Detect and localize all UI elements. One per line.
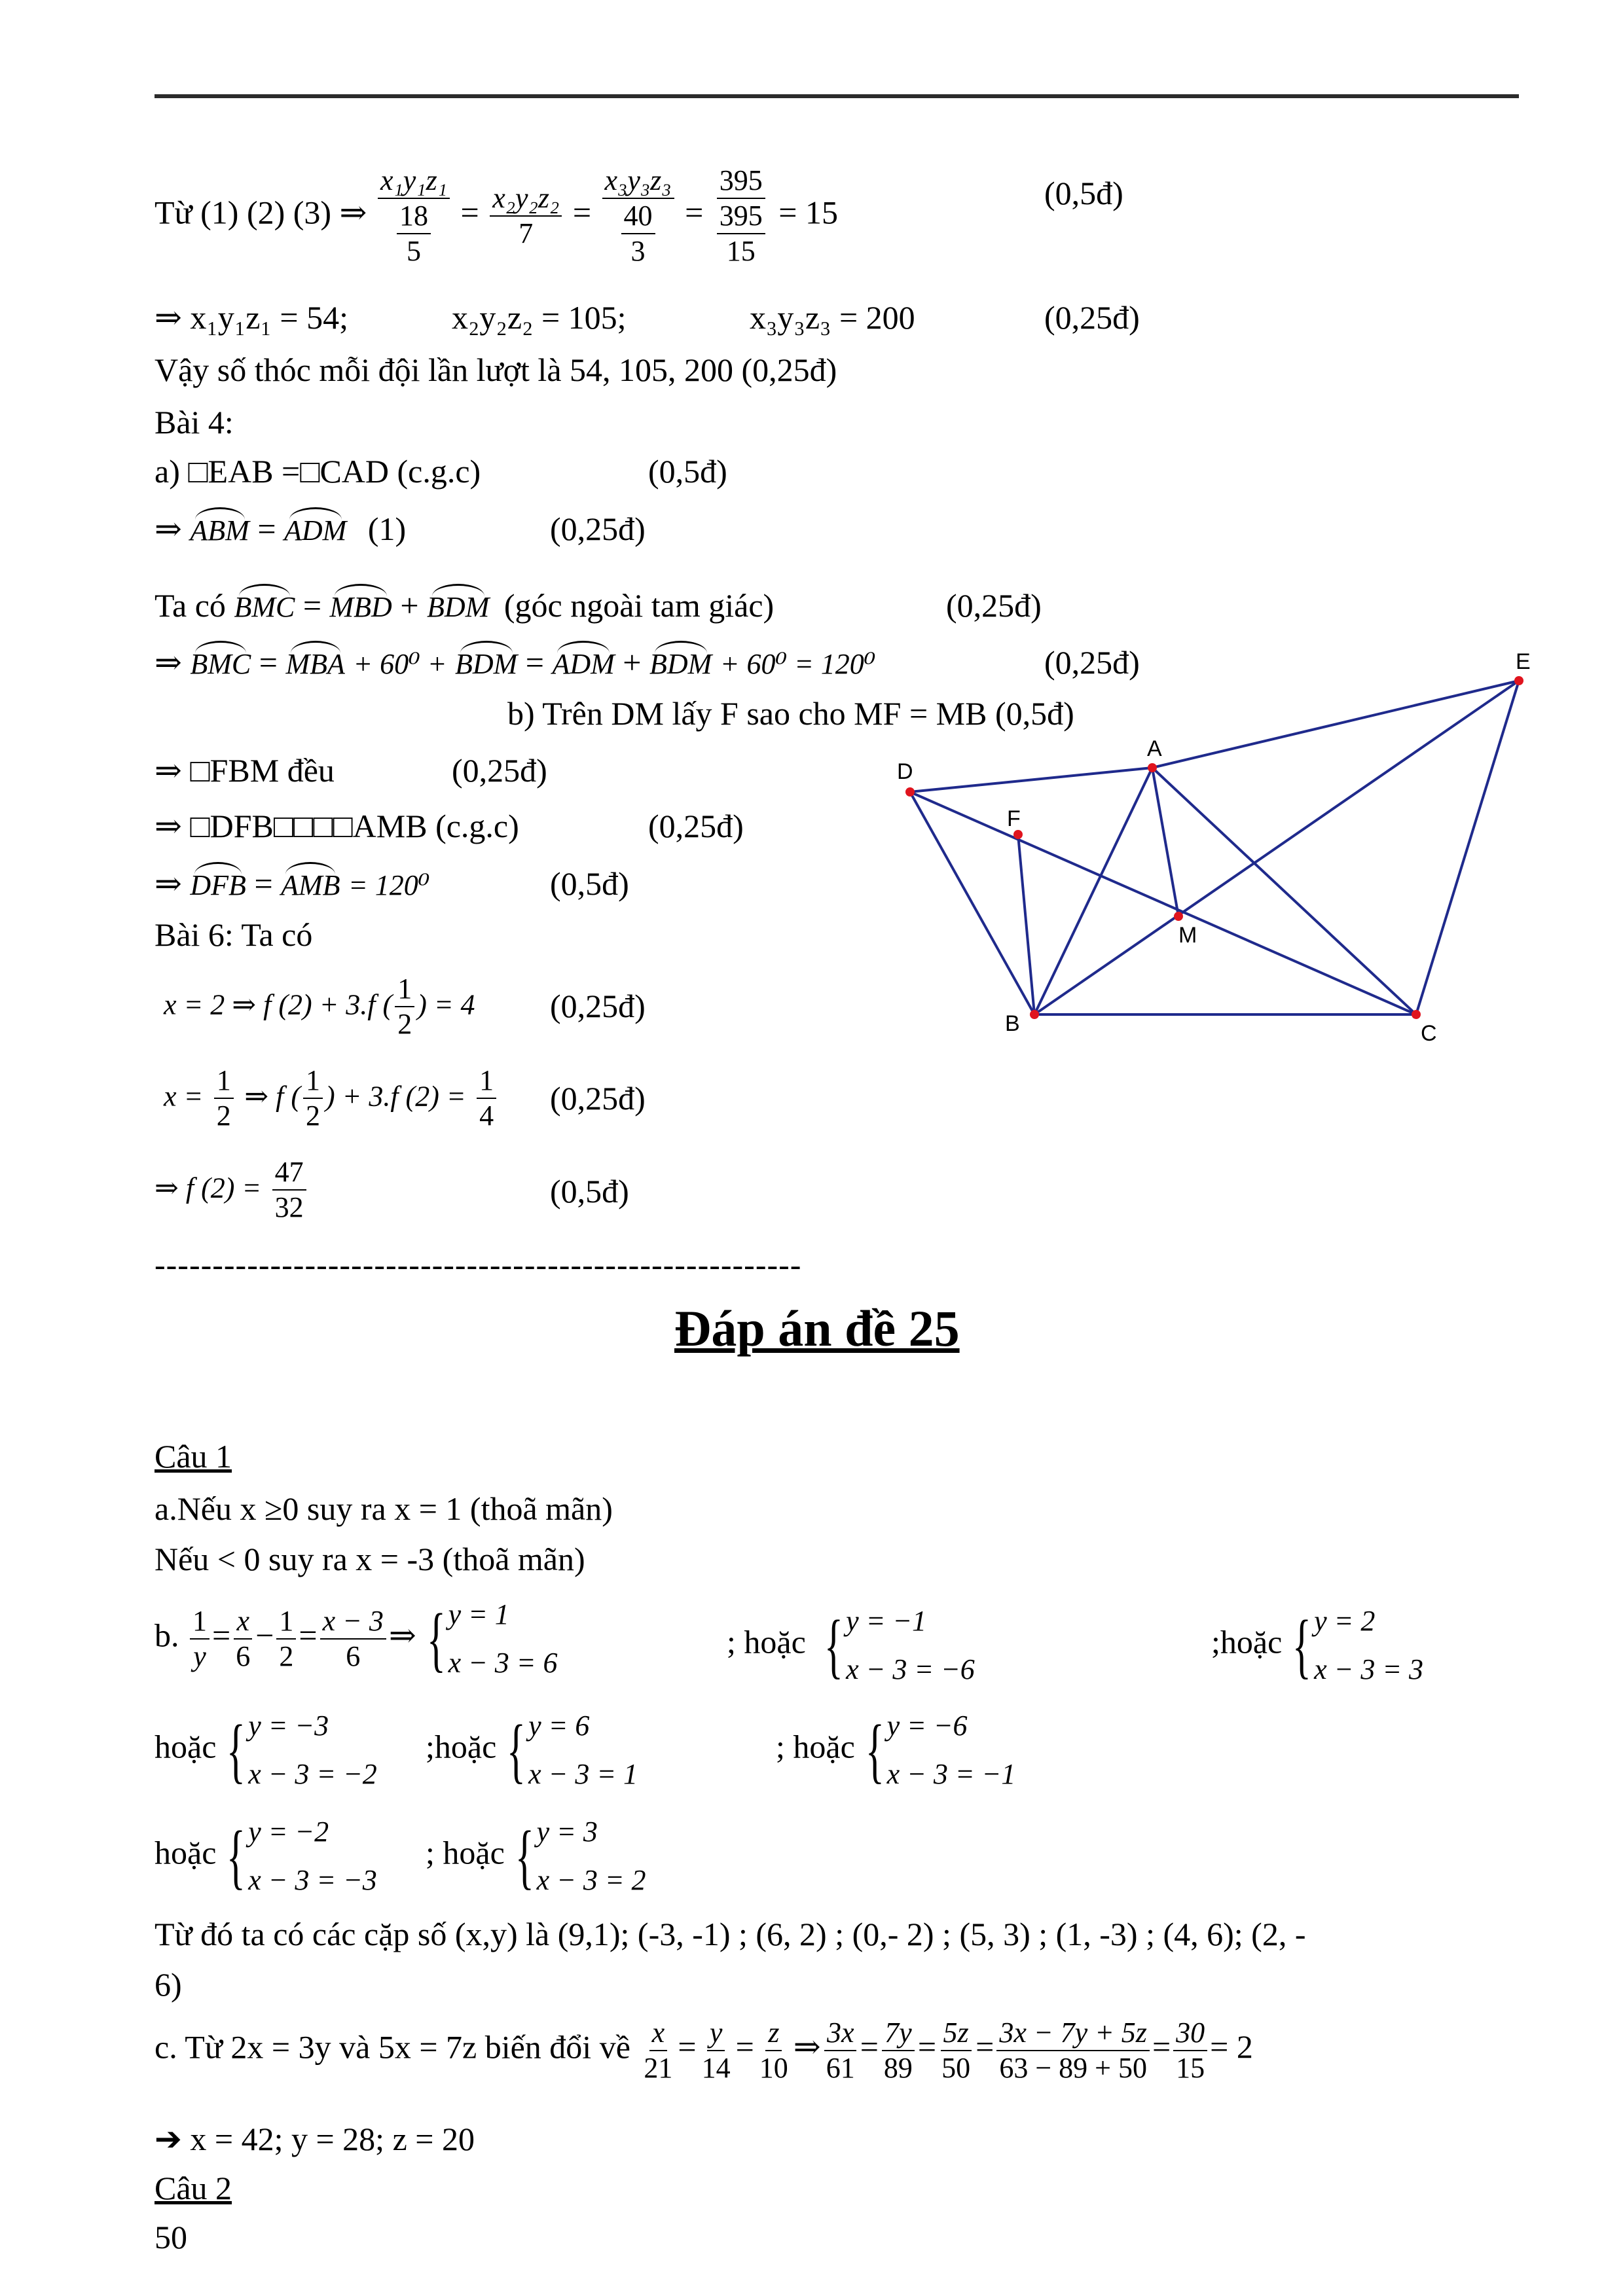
c-fraction-a-0: $\frac{x}{21}$ [644,2017,673,2084]
label-B: B [1005,1011,1020,1036]
pairs-line-1: Từ đó ta có các cặp số (x,y) là (9,1); (-3, -1) ; (6, 2) ; (0,- 2) ; (5, 3) ; (1, -3) ; (4, 6); (2, - [155,1916,1306,1952]
congruence-line: ⇒ □DFB□□□□AMB (c.g.c) [155,808,519,844]
c-fraction-b-3: $\frac{3x - 7y + 5z}{63 - 89 + 50}$ [996,2016,1150,2085]
cau1-b-case3: ;hoặc { y = 2 x − 3 = 3 [1211,1597,1426,1669]
score: (0,5đ) [550,865,629,902]
label-M: M [1178,923,1197,948]
system-5: { y = 6 x − 3 = 1 [507,1710,638,1790]
system-3: { y = 2 x − 3 = 3 [1292,1605,1424,1685]
score: (0,5đ) [1044,175,1123,211]
cau1-b-case5: ;hoặc { y = 6 x − 3 = 1 [426,1702,640,1774]
page-title: Đáp án đề 25 [674,1300,960,1357]
cau2-heading: Câu 2 [155,2170,232,2206]
system-7: { y = −2 x − 3 = −3 [227,1816,377,1896]
c-fraction-a-2: $\frac{z}{10}$ [759,2017,788,2084]
c-fraction-b-0: $\frac{3x}{61}$ [824,2016,858,2085]
equilateral-line: ⇒ □FBM đều [155,752,335,789]
c-fractions: $\frac{x}{21}$ = $\frac{y}{14}$ = $\frac{z}{10}$ ⇒ $\frac{3x}{61}$ = $\frac{7y}{89}$ = $\frac{5z}{50}$ = $\frac{3x - 7y + 5z}{63 - 89 + 50}$ = $\frac{30}{15}$ = 2 [638,2028,1252,2065]
c-fraction-b-1: $\frac{7y}{89}$ [881,2016,915,2085]
label-A: A [1147,736,1162,761]
cau1-b-case2: ; hoặc { y = −1 x − 3 = −6 [727,1597,977,1669]
page-number: 50 [155,2219,187,2255]
angle-dfb-line: ⇒ DFB = AMB = 120⁰ [155,864,429,905]
point-A [1148,763,1157,772]
product-2: x₂y₂z₂ = 105; [452,299,627,336]
problem-6-heading: Bài 6: Ta có [155,916,313,953]
angle-equality-line: ⇒ ABM = ADM (1) [155,509,406,550]
f2-result: ⇒ f (2) = $\frac{47}{32}$ [155,1155,309,1225]
separator-dashes: -------------------------------------------------------- [155,1246,802,1283]
product-3: x₃y₃z₃ = 200 [750,299,915,336]
fhalf-equation: x = $\frac{1}{2}$ ⇒ f ( $\frac{1}{2}$ ) + 3.f (2) = $\frac{1}{4}$ [164,1064,499,1133]
score: (0,5đ) [648,453,727,490]
label-D: D [897,759,913,784]
system-1: { y = 1 x − 3 = 6 [426,1598,558,1679]
score: (0,25đ) [1044,299,1140,336]
label-F: F [1007,806,1021,831]
problem-4-heading: Bài 4: [155,404,234,440]
score: (0,25đ) [1044,644,1140,681]
point-D [905,787,915,797]
point-C [1412,1010,1421,1019]
text-prefix: Từ (1) (2) (3) ⇒ [155,194,367,231]
angle-sum-line: ⇒ BMC = MBA + 60⁰ + BDM = ADM + BDM + 60⁰ = 120⁰ [155,643,875,684]
score: (0,25đ) [550,511,646,547]
segment-AC [1152,768,1416,1014]
cau1-c-equation: c. Từ 2x = 3y và 5x = 7z biến đổi về $\frac{x}{21}$ = $\frac{y}{14}$ = $\frac{z}{10}$ ⇒ $\frac{3x}{61}$ = $\frac{7y}{89}$ = $\frac{5z}{50}$ = $\frac{3x - 7y + 5z}{63 - 89 + 50}$ = $\frac{30}{15}$ = 2 [155,2017,1253,2084]
cau1-b-case7: hoặc { y = −2 x − 3 = −3 [155,1808,380,1880]
score: (0,25đ) [648,808,744,844]
segment-BE [1034,681,1519,1014]
segment-AE [1152,681,1519,768]
system-6: { y = −6 x − 3 = −1 [865,1710,1016,1790]
cau1-result: ➔ x = 42; y = 28; z = 20 [155,2121,475,2157]
geometry-figure [851,641,1539,1067]
score: (0,25đ) [946,587,1042,624]
part-a-line: a) □EAB =□CAD (c.g.c) [155,453,481,490]
point-M [1174,912,1183,921]
label-C: C [1421,1021,1437,1046]
point-E [1514,676,1523,685]
c-fraction-b-4: $\frac{30}{15}$ [1173,2016,1207,2085]
line-products: ⇒ x₁y₁z₁ = 54; [155,299,348,336]
f2-equation: x = 2 ⇒ f (2) + 3.f ( $\frac{1}{2}$ ) = 4 [164,973,475,1040]
point-B [1030,1010,1039,1019]
point-F [1013,830,1023,839]
label-E: E [1516,649,1531,674]
cau1-b-equation: b. $\frac{1}{y}$ = $\frac{x}{6}$ − $\frac{1}{2}$ = $\frac{x - 3}{6}$ ⇒ { y = 1 x − 3 = 6 [155,1590,560,1662]
system-2: { y = −1 x − 3 = −6 [824,1605,975,1685]
line-ratio-chain: Từ (1) (2) (3) ⇒ $\frac{\text{x₁y₁z₁}}{\frac{18}{5}}$ = $\frac{\text{x₂y₂z₂}}{7}$ = $\frac{\text{x₃y₃z₃}}{\frac{40}{3}}$ = $\frac{395}{\frac{395}{15}}$ = 15 [155,164,838,267]
score: (0,25đ) [550,988,646,1024]
cau1-b-case6: ; hoặc { y = −6 x − 3 = −1 [776,1702,1018,1774]
system-4: { y = −3 x − 3 = −2 [227,1710,377,1790]
score: (0,5đ) [550,1173,629,1210]
system-8: { y = 3 x − 3 = 2 [515,1816,646,1896]
pairs-line-2: 6) [155,1966,182,2003]
part-b-line: b) Trên DM lấy F sao cho MF = MB (0,5đ) [507,695,1074,732]
c-fraction-b-2: $\frac{5z}{50}$ [941,2017,971,2084]
exterior-angle-line: Ta có BMC = MBD + BDM (góc ngoài tam giác) [155,586,774,627]
header-rule [155,94,1519,98]
conclusion-line: Vậy số thóc mỗi đội lần lượt là 54, 105, 200 (0,25đ) [155,351,837,388]
score: (0,25đ) [452,752,547,789]
cau1-b-case8: ; hoặc { y = 3 x − 3 = 2 [426,1808,649,1880]
score: (0,25đ) [550,1080,646,1117]
c-fraction-a-1: $\frac{y}{14}$ [701,2017,731,2084]
cau1-heading: Câu 1 [155,1438,232,1475]
cau1-a1: a.Nếu x ≥0 suy ra x = 1 (thoã mãn) [155,1490,613,1527]
figure-labels [897,649,1531,1046]
cau1-b-case4: hoặc { y = −3 x − 3 = −2 [155,1702,380,1774]
segment-EC [1416,681,1519,1014]
cau1-a2: Nếu < 0 suy ra x = -3 (thoã mãn) [155,1541,585,1577]
figure-lines [910,681,1519,1014]
segment-DA [910,768,1152,792]
